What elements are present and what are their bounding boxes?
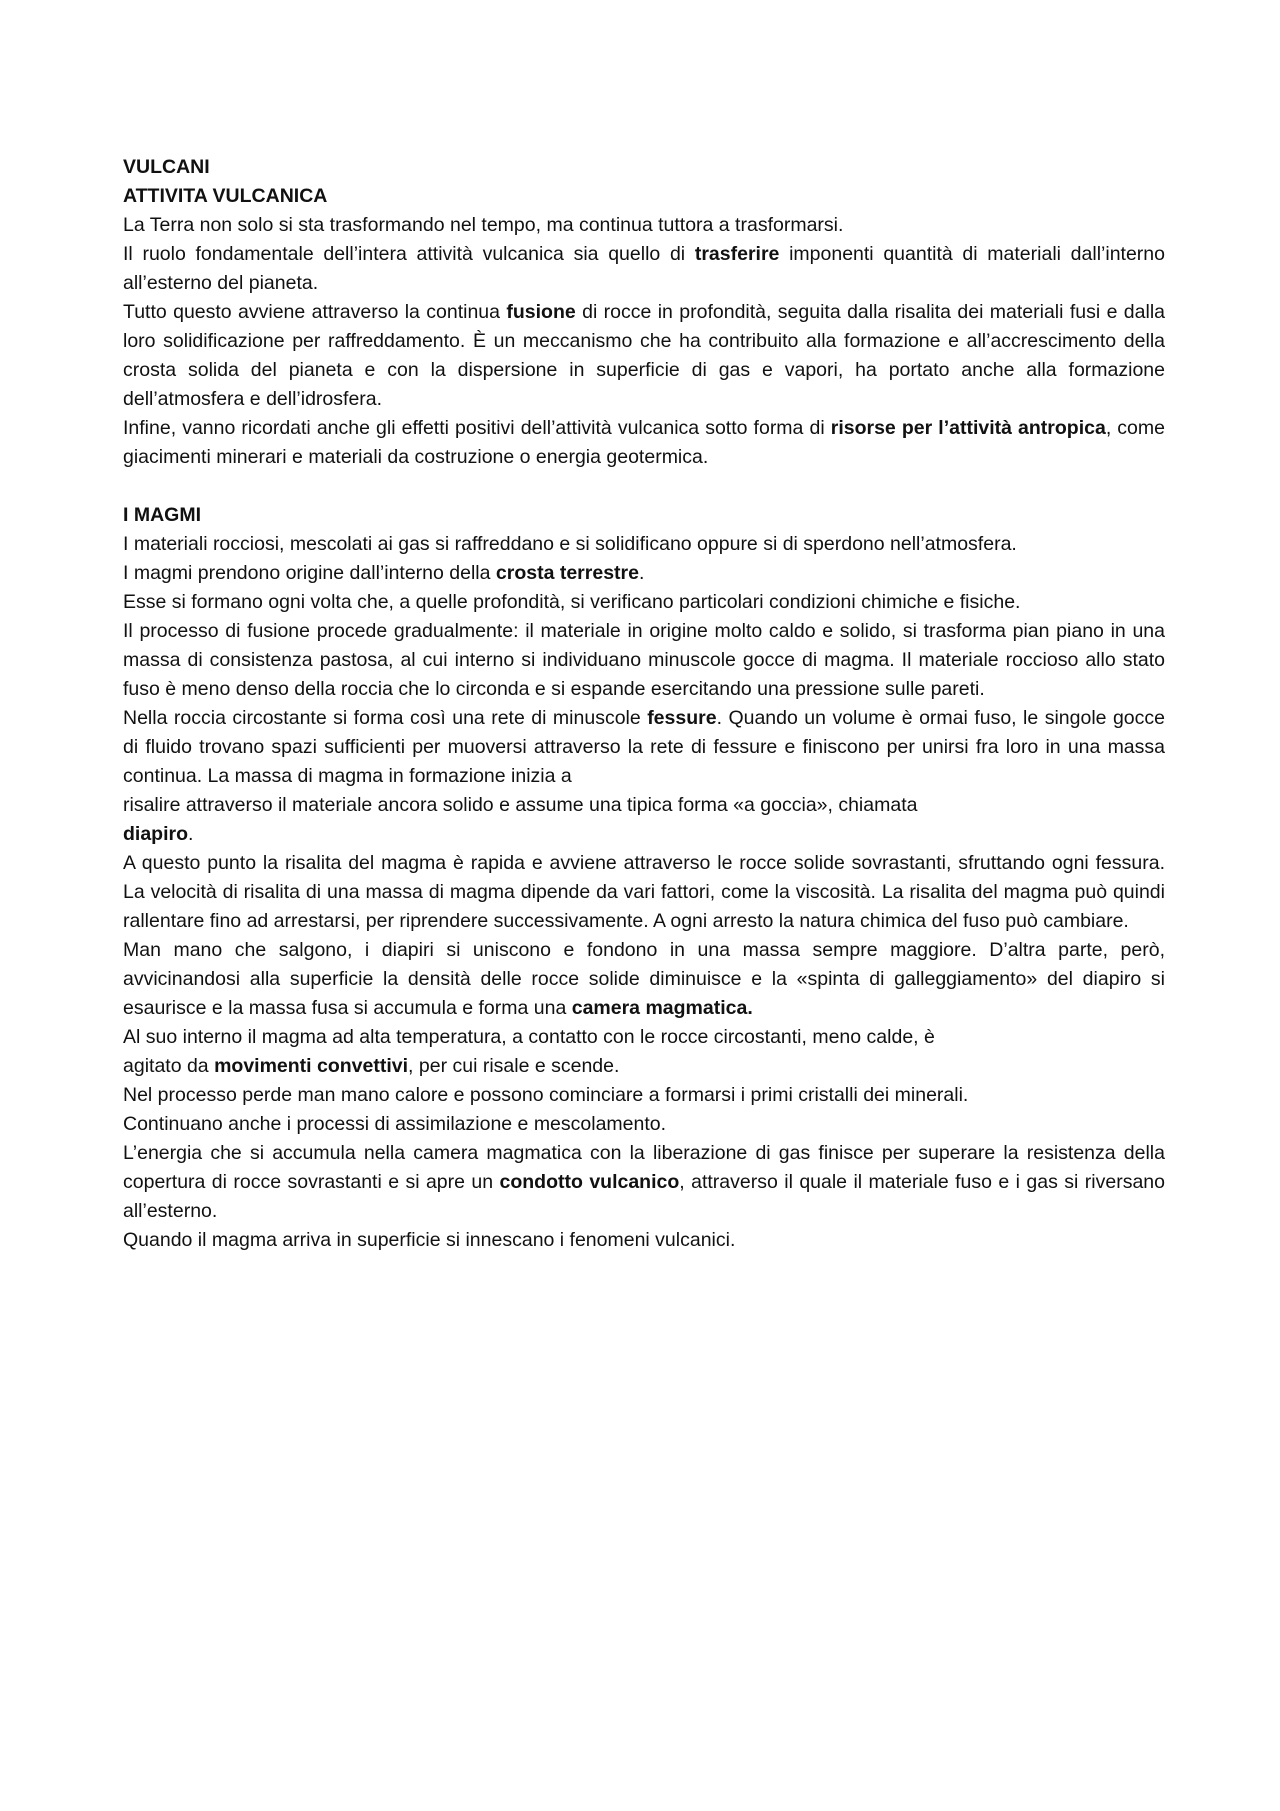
blank-line: [123, 472, 1165, 501]
bold-term: camera magmatica.: [571, 997, 753, 1019]
paragraph: [123, 559, 1165, 588]
text-run: .: [638, 562, 645, 584]
paragraph: I materiali rocciosi, mescolati ai gas si raffreddano e si solidificano oppure si di sperdono nell’atmosfera.: [123, 533, 1017, 555]
text-run: L’energia che si accumula nella camera magmatica con la liberazione di gas finisce per superare la resistenza della copertura di rocce sovrastanti e si apre un: [123, 1142, 1165, 1193]
bold-term: risorse per l’attività antropica: [830, 417, 1106, 439]
paragraph: [123, 298, 1165, 414]
paragraph: [123, 1139, 1165, 1226]
paragraph: Esse si formano ogni volta che, a quelle profondità, si verificano particolari condizioni chimiche e fisiche.: [123, 591, 1021, 613]
text-run: Il ruolo fondamentale dell’intera attività vulcanica sia quello di: [123, 243, 695, 265]
paragraph: risalire attraverso il materiale ancora solido e assume una tipica forma «a goccia», chiamata: [123, 794, 918, 816]
bold-term: movimenti convettivi: [214, 1055, 409, 1077]
paragraph: Nel processo perde man mano calore e possono cominciare a formarsi i primi cristalli dei minerali.: [123, 1084, 969, 1106]
bold-term: trasferire: [694, 243, 780, 265]
paragraph: [123, 240, 1165, 298]
paragraph: [123, 1052, 1165, 1081]
paragraph: [123, 820, 1165, 849]
bold-term: fessure: [647, 707, 717, 729]
paragraph: A questo punto la risalita del magma è rapida e avviene attraverso le rocce solide sovrastanti, sfruttando ogni fessura. La velocità di risalita di una massa di magma dipende da vari fattori, come la viscosità. La risalita del magma può quindi rallentare fino ad arrestarsi, per riprendere successivamente. A ogni arresto la natura chimica del fuso può cambiare.: [123, 852, 1165, 932]
document-body: [123, 153, 1165, 1255]
bold-term: fusione: [506, 301, 576, 323]
text-run: di rocce in profondità, seguita dalla risalita dei materiali fusi e dalla loro solidificazione per raffreddamento. È un meccanismo che ha contribuito alla formazione e all’accrescimento della crosta solida del pianeta e con la dispersione in superficie di gas e vapori, ha portato anche alla formazione dell’atmosfera e dell’idrosfera.: [123, 301, 1165, 410]
section-heading-i-magmi: I MAGMI: [123, 504, 201, 526]
document-title: VULCANI: [123, 156, 210, 178]
bold-term: crosta terrestre: [495, 562, 639, 584]
text-run: Tutto questo avviene attraverso la continua: [123, 301, 507, 323]
bold-term: condotto vulcanico: [499, 1171, 680, 1193]
bold-term: diapiro: [123, 823, 189, 845]
paragraph: Quando il magma arriva in superficie si innescano i fenomeni vulcanici.: [123, 1229, 736, 1251]
text-run: , come giacimenti minerari e materiali da costruzione o energia geotermica.: [123, 417, 1165, 468]
text-run: Man mano che salgono, i diapiri si uniscono e fondono in una massa sempre maggiore. D’altra parte, però, avvicinandosi alla superficie la densità delle rocce solide diminuisce e la «spinta di galleggiamento» del diapiro si esaurisce e la massa fusa si accumula e forma una: [123, 939, 1165, 1019]
text-run: , attraverso il quale il materiale fuso e i gas si riversano all’esterno.: [123, 1171, 1165, 1222]
text-run: Nella roccia circostante si forma così una rete di minuscole: [123, 707, 648, 729]
paragraph: Continuano anche i processi di assimilazione e mescolamento.: [123, 1113, 667, 1135]
paragraph: [123, 936, 1165, 1023]
text-run: I magmi prendono origine dall’interno della: [123, 562, 496, 584]
section-heading-attivita-vulcanica: ATTIVITA VULCANICA: [123, 185, 328, 207]
text-run: imponenti quantità di materiali dall’interno all’esterno del pianeta.: [123, 243, 1165, 294]
text-run: Infine, vanno ricordati anche gli effetti positivi dell’attività vulcanica sotto forma di: [123, 417, 831, 439]
paragraph: Il processo di fusione procede gradualmente: il materiale in origine molto caldo e solido, si trasforma pian piano in una massa di consistenza pastosa, al cui interno si individuano minuscole gocce di magma. Il materiale roccioso allo stato fuso è meno denso della roccia che lo circonda e si espande esercitando una pressione sulle pareti.: [123, 620, 1165, 700]
paragraph: [123, 704, 1165, 791]
text-run: agitato da: [123, 1055, 215, 1077]
text-run: .: [188, 823, 194, 845]
paragraph: [123, 414, 1165, 472]
paragraph: La Terra non solo si sta trasformando nel tempo, ma continua tuttora a trasformarsi.: [123, 214, 844, 236]
text-run: , per cui risale e scende.: [408, 1055, 620, 1077]
text-run: . Quando un volume è ormai fuso, le singole gocce di fluido trovano spazi sufficienti per muoversi attraverso la rete di fessure e finiscono per unirsi fra loro in una massa continua. La massa di magma in formazione inizia a: [123, 707, 1165, 787]
paragraph: Al suo interno il magma ad alta temperatura, a contatto con le rocce circostanti, meno calde, è: [123, 1026, 935, 1048]
